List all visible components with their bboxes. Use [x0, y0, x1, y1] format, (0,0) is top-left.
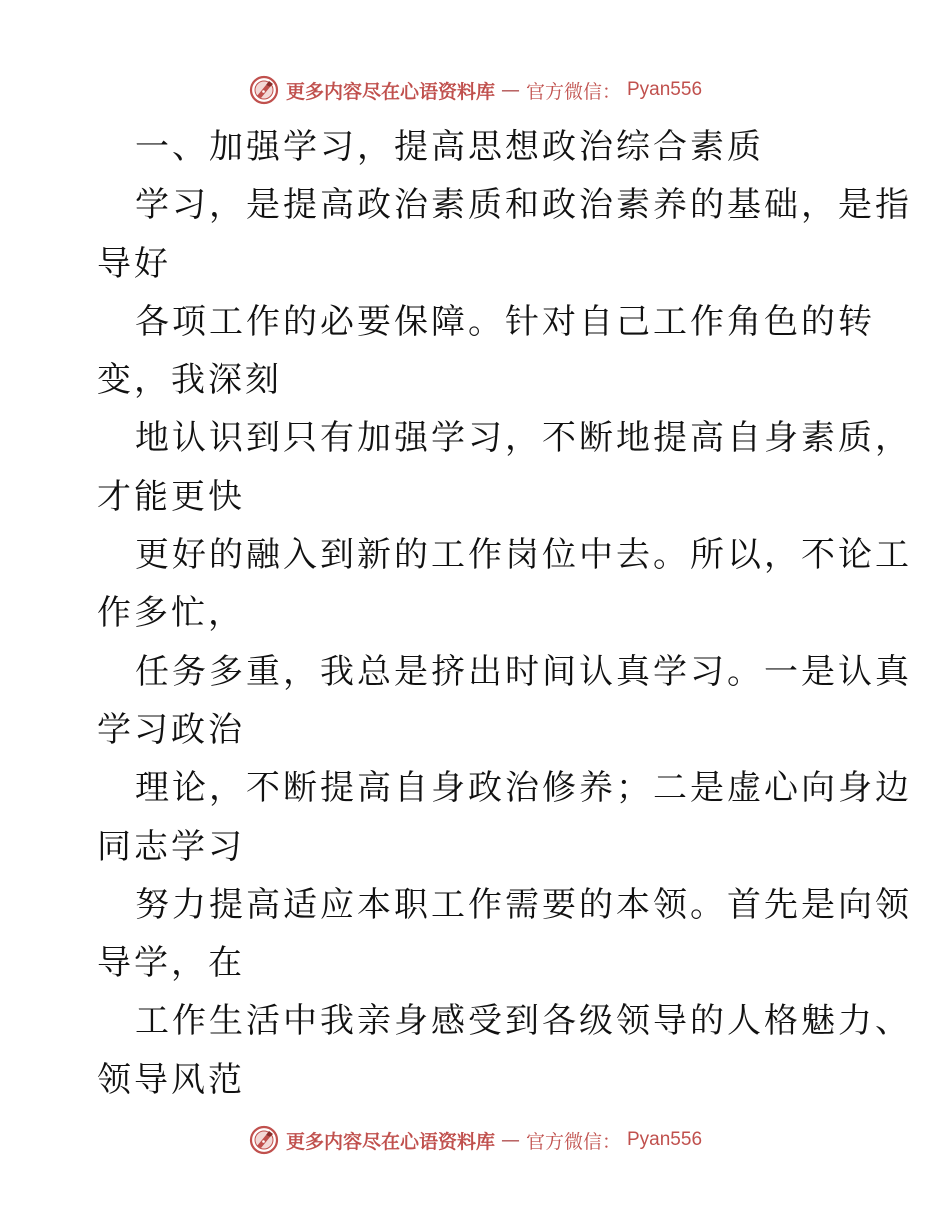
text-line: 同志学习	[97, 826, 245, 867]
footer-wechat-label: 官方微信：	[525, 1130, 621, 1153]
header-brand-text: 更多内容尽在心语资料库	[285, 80, 495, 103]
header-wechat-label: 官方微信：	[525, 80, 621, 103]
text-line: 学习，是提高政治素质和政治素养的基础，是指	[135, 185, 912, 226]
text-line: 努力提高适应本职工作需要的本领。首先是向领	[135, 884, 912, 925]
text-line: 各项工作的必要保障。针对自己工作角色的转	[135, 301, 875, 342]
header-watermark	[0, 70, 950, 110]
text-line: 一、加强学习，提高思想政治综合素质	[135, 127, 764, 167]
text-line: 导学，在	[97, 943, 245, 984]
text-line: 作多忙，	[97, 593, 245, 634]
text-line: 学习政治	[97, 709, 245, 750]
header-separator: —	[500, 79, 520, 101]
text-line: 才能更快	[97, 476, 245, 517]
footer-wechat-id: Pyan556	[627, 1129, 703, 1150]
text-line: 地认识到只有加强学习，不断地提高自身素质，	[135, 418, 912, 459]
text-line: 更好的融入到新的工作岗位中去。所以，不论工	[135, 535, 912, 576]
pen-nib-logo-icon	[248, 74, 280, 106]
text-line: 变，我深刻	[97, 360, 282, 401]
header-wechat-id: Pyan556	[627, 79, 703, 100]
text-line: 工作生活中我亲身感受到各级领导的人格魅力、	[135, 1001, 912, 1042]
text-line: 任务多重，我总是挤出时间认真学习。一是认真	[135, 651, 912, 692]
footer-watermark	[0, 1120, 950, 1160]
footer-brand-text: 更多内容尽在心语资料库	[285, 1130, 495, 1153]
text-line: 导好	[97, 243, 171, 284]
text-line: 理论，不断提高自身政治修养；二是虚心向身边	[135, 768, 912, 809]
document-body	[97, 118, 912, 1109]
pen-nib-logo-icon	[248, 1124, 280, 1156]
text-line: 领导风范	[97, 1059, 245, 1100]
footer-separator: —	[500, 1129, 520, 1151]
